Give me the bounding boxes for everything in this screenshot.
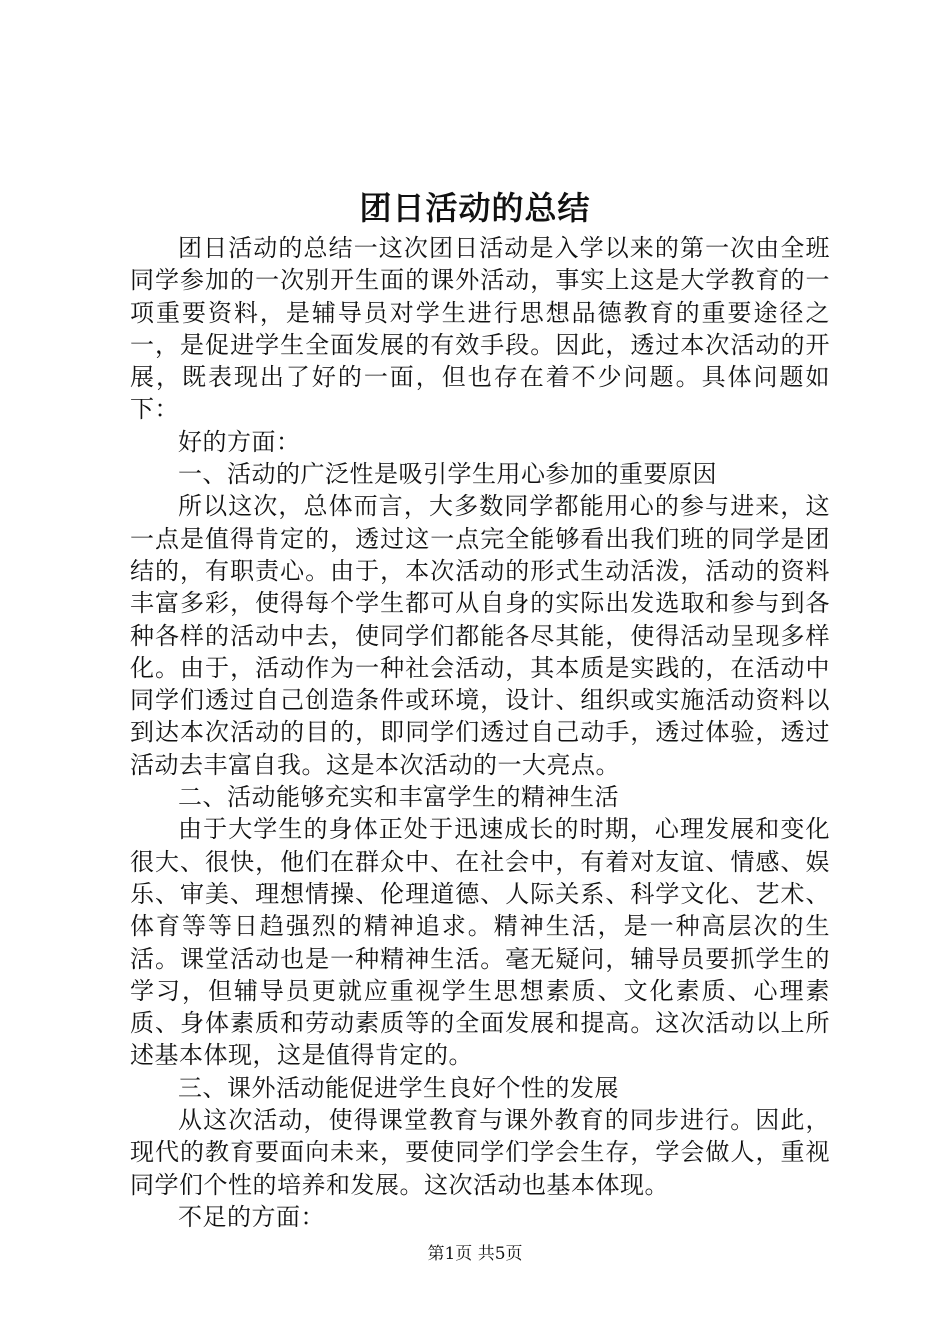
paragraph-section-1-heading: 一、活动的广泛性是吸引学生用心参加的重要原因 xyxy=(178,460,717,489)
document-body xyxy=(130,232,830,1233)
paragraph-shortcomings-heading: 不足的方面： xyxy=(178,1202,325,1231)
paragraph-section-1-body: 所以这次，总体而言，大多数同学都能用心的参与进来，这一点是值得肯定的，透过这一点完全能够看出我们班的同学是团结的，有职责心。由于，本次活动的形式生动活泼，活动的资料丰富多彩，使得每个学生都可从自身的实际出发选取和参与到各种各样的活动中去，使同学们都能各尽其能，使得活动呈现多样化。由于，活动作为一种社会活动，其本质是实践的，在活动中同学们透过自己创造条件或环境，设计、组织或实施活动资料以到达本次活动的目的，即同学们透过自己动手，透过体验，透过活动去丰富自我。这是本次活动的一大亮点。 xyxy=(130,492,830,779)
paragraph-section-3-body: 从这次活动，使得课堂教育与课外教育的同步进行。因此，现代的教育要面向未来，要使同学们学会生存，学会做人，重视同学们个性的培养和发展。这次活动也基本体现。 xyxy=(130,1106,830,1199)
page-number-footer: 第1页 共5页 xyxy=(427,1244,523,1264)
paragraph-section-3-heading: 三、课外活动能促进学生良好个性的发展 xyxy=(178,1073,619,1102)
document-title: 团日活动的总结 xyxy=(359,189,591,227)
paragraph-good-aspects-heading: 好的方面： xyxy=(178,427,301,456)
paragraph-section-2-heading: 二、活动能够充实和丰富学生的精神生活 xyxy=(178,783,619,812)
paragraph-section-2-body: 由于大学生的身体正处于迅速成长的时期，心理发展和变化很大、很快，他们在群众中、在社会中，有着对友谊、情感、娱乐、审美、理想情操、伦理道德、人际关系、科学文化、艺术、体育等等日趋强烈的精神追求。精神生活，是一种高层次的生活。课堂活动也是一种精神生活。毫无疑问，辅导员要抓学生的学习，但辅导员更就应重视学生思想素质、文化素质、心理素质、身体素质和劳动素质等的全面发展和提高。这次活动以上所述基本体现，这是值得肯定的。 xyxy=(130,815,830,1070)
paragraph-intro: 团日活动的总结一这次团日活动是入学以来的第一次由全班同学参加的一次别开生面的课外活动，事实上这是大学教育的一项重要资料，是辅导员对学生进行思想品德教育的重要途径之一，是促进学生全面发展的有效手段。因此，透过本次活动的开展，既表现出了好的一面，但也存在着不少问题。具体问题如下： xyxy=(130,234,830,424)
